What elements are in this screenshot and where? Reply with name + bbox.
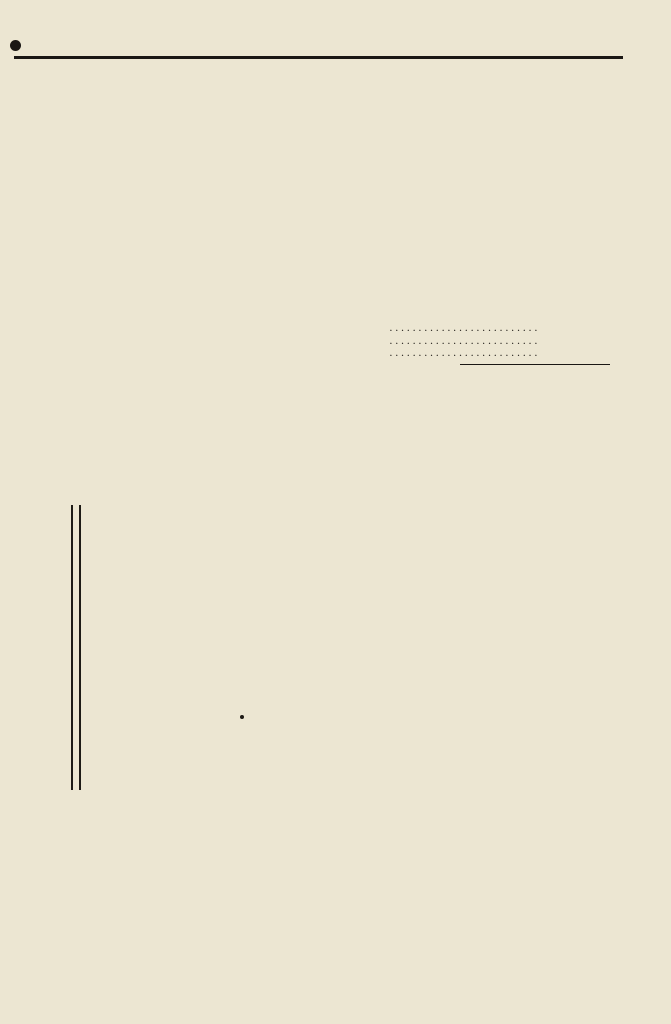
tube-name: [358, 322, 390, 335]
tube-name: [358, 335, 390, 348]
tube-current: [540, 335, 568, 348]
tube-current-list: [358, 322, 614, 360]
tube-current: [540, 322, 568, 335]
stray-dot: [240, 715, 244, 719]
body-right-column: [318, 320, 614, 376]
tube-row: ..........................: [358, 322, 568, 335]
tube-name: [358, 347, 390, 360]
tube-row: ..........................: [358, 335, 568, 348]
tube-row: ..........................: [358, 347, 568, 360]
tube-current: [540, 347, 568, 360]
total-current: [460, 364, 610, 366]
